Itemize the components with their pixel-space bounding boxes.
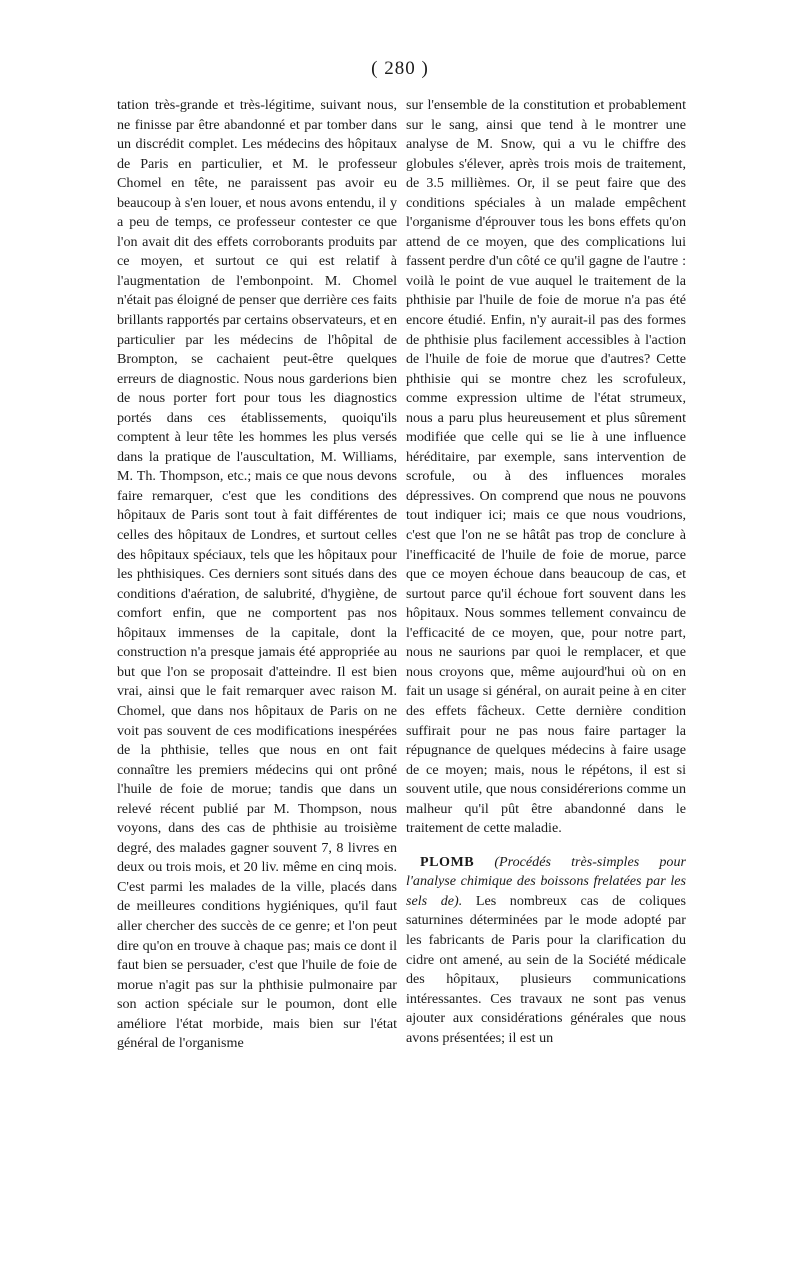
section-text: Les nombreux cas de coliques saturnines déterminées par le mode adopté par les fabricants de Paris pour la clarification du cidre ont amené, au sein de la Société médicale des hôpitaux, plusieurs communications intéressantes. Ces travaux ne sont pas venus ajouter aux considérations générales que nous avons présentées; il est un <box>406 892 686 1046</box>
left-column-text: tation très-grande et très-légitime, suivant nous, ne finisse par être abandonné et par tomber dans un discrédit complet. Les médecins des hôpitaux de Paris en particulier, et M. le professeur Chomel en tête, ne paraissent pas avoir eu beaucoup à s'en louer, et nous avons entendu, il y a peu de temps, ce professeur contester ce que l'on avait dit des effets corroborants produits par ce moyen, et surtout ce qui est relatif à l'augmentation de l'embonpoint. M. Chomel n'était pas éloigné de penser que derrière ces faits brillants rapportés par certains observateurs, et en particulier par les médecins de l'hôpital de Brompton, se cachaient peut-être quelques erreurs de diagnostic. Nous nous garderions bien de nous porter fort pour tous les diagnostics portés dans ces établissements, quoiqu'ils comptent à leur tête les hommes les plus versés dans la pratique de l'auscultation, M. Williams, M. Th. Thompson, etc.; mais ce que nous devons faire remarquer, c'est que les conditions des hôpitaux de Paris sont tout à fait différentes de celles des hôpitaux de Londres, et surtout celles des hôpitaux spéciaux, tels que les hôpitaux pour les phthisiques. Ces derniers sont situés dans des conditions d'aération, de salubrité, d'hygiène, de comfort enfin, que ne comportent pas nos hôpitaux immenses de la capitale, dont la construction n'a presque jamais été appropriée au but que l'on se proposait d'atteindre. Il est bien vrai, ainsi que le fait remarquer avec raison M. Chomel, que dans nos hôpitaux de Paris on ne voit pas souvent de ces modifications inespérées de la phthisie, telles que nous en ont fait connaître les premiers médecins qui ont prôné l'huile de foie de morue; tandis que dans un relevé récent publié par M. Thompson, nous voyons, dans des cas de phthisie au troisième degré, des malades gagner souvent 7, 8 livres en deux ou trois mois, et 20 liv. même en cinq mois. C'est parmi les malades de la ville, placés dans de meilleures conditions hygiéniques, qu'il faut aller chercher des succès de ce genre; et l'on peut dire qu'on en trouve à chaque pas; mais ce dont il faut bien se persuader, c'est que l'huile de foie de morue n'agit pas sur la phthisie pulmonaire par son action spéciale sur le poumon, dont elle améliore l'état morbide, mais bien sur l'état général de l'organisme <box>117 97 397 1052</box>
right-column <box>406 96 686 1048</box>
left-column <box>117 96 397 1054</box>
right-column-text: sur l'ensemble de la constitution et probablement sur le sang, ainsi que tend à le montrer une analyse de M. Snow, qui a vu le chiffre des globules s'élever, après trois mois de traitement, de 3.5 millièmes. Or, il se peut faire que des conditions spéciales à un malade empêchent l'organisme d'éprouver tous les bons effets qu'on attend de ce moyen, que des complications lui fassent perdre d'un côté ce qu'il gagne de l'autre : voilà le point de vue auquel le traitement de la phthisie par l'huile de foie de morue n'a pas été encore étudié. Enfin, n'y aurait-il pas des formes de phthisie plus facilement accessibles à l'action de l'huile de foie de morue que d'autres? Cette phthisie qui se montre chez les scrofuleux, comme expression ultime de l'état strumeux, nous a paru plus heureusement et plus sûrement modifiée que celle qui se lie à une influence héréditaire, par exemple, sans intervention de scrofule, ou à des influences morales dépressives. On comprend que nous ne pouvons tout indiquer ici; mais ce que nous voudrions, c'est que l'on ne se hâtât pas trop de conclure à l'inefficacité de l'huile de foie de morue, parce que ce moyen échoue dans beaucoup de cas, et surtout parce qu'il échoue fort souvent dans les hôpitaux. Nous sommes tellement convaincu de l'efficacité de ce moyen, que, pour notre part, nous ne saurions par quoi le remplacer, et que nous croyons que, même aujourd'hui où on en fait un usage si général, on aurait peine à en citer des effets fâcheux. Cette dernière condition suffirait pour ne pas nous faire partager la répugnance de quelques médecins à faire usage de ce moyen; mais, nous le répétons, il est si souvent utile, que nous considérerions comme un malheur qu'il pût être abandonné dans le traitement de cette maladie. <box>406 97 686 837</box>
page-number: ( 280 ) <box>371 58 429 79</box>
section-heading: PLOMB <box>420 853 475 870</box>
plomb-paragraph <box>406 853 686 1048</box>
section-subtitle: (Procédés très-simples pour l'analyse chimique des boissons frelatées par les sels de). <box>406 853 686 909</box>
plomb-section <box>406 853 686 1048</box>
